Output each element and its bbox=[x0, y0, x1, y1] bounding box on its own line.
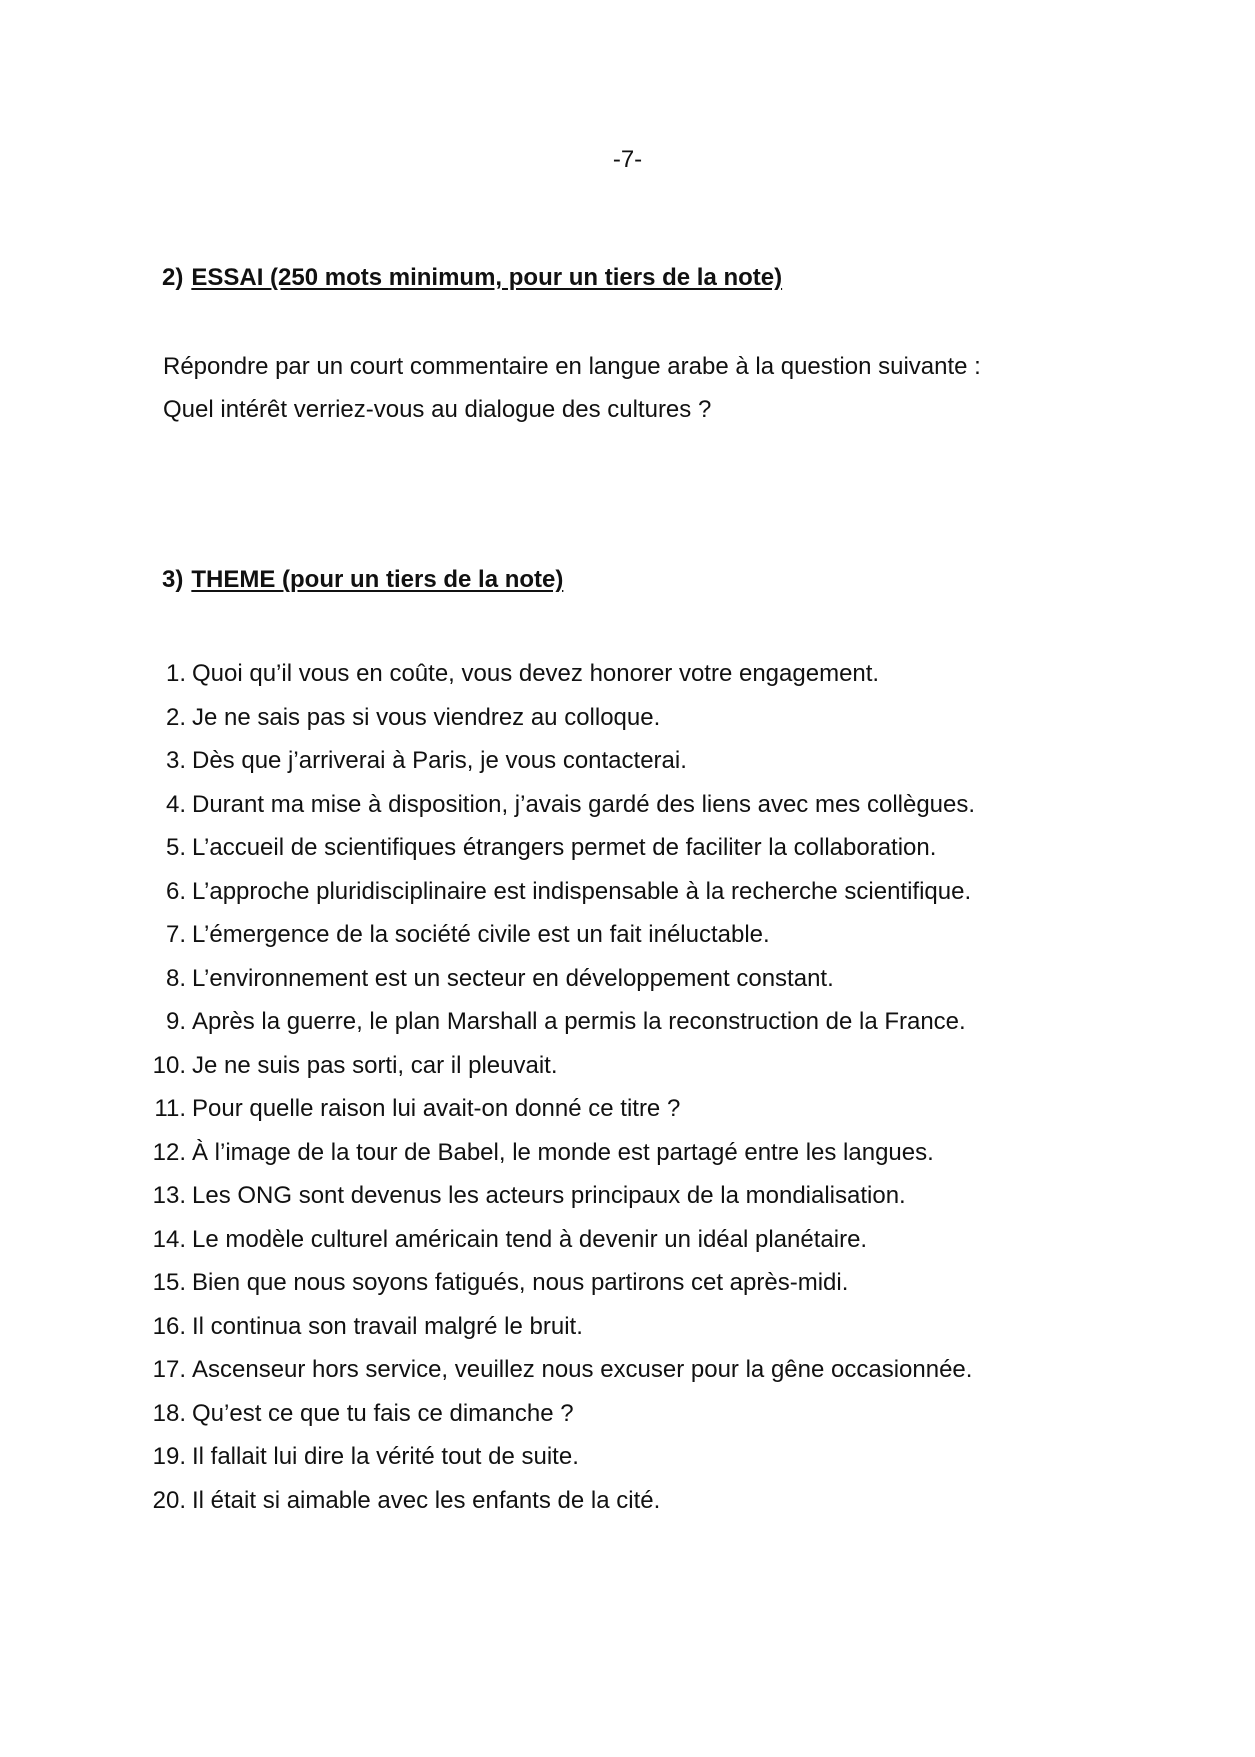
list-item bbox=[0, 957, 834, 1001]
item-number: 16. bbox=[152, 1312, 186, 1340]
item-text: Après la guerre, le plan Marshall a permis la reconstruction de la France. bbox=[192, 1008, 966, 1035]
theme-heading bbox=[162, 566, 563, 594]
item-text: Quoi qu’il vous en coûte, vous devez honorer votre engagement. bbox=[192, 660, 880, 687]
theme-section-title: THEME (pour un tiers de la note) bbox=[191, 566, 564, 593]
list-item bbox=[0, 1174, 906, 1218]
list-item bbox=[0, 1218, 868, 1262]
item-text: Ascenseur hors service, veuillez nous excuser pour la gêne occasionnée. bbox=[192, 1356, 973, 1383]
essai-heading bbox=[162, 264, 782, 292]
list-item bbox=[0, 696, 661, 740]
item-text: L’environnement est un secteur en développement constant. bbox=[192, 964, 834, 992]
list-item bbox=[0, 1000, 966, 1044]
list-item bbox=[0, 739, 687, 783]
item-number: 20. bbox=[152, 1486, 186, 1514]
list-item bbox=[0, 826, 937, 870]
list-item bbox=[0, 1087, 681, 1131]
item-number: 12. bbox=[152, 1138, 186, 1166]
list-item bbox=[0, 913, 770, 957]
item-number: 3. bbox=[165, 747, 186, 774]
item-text: Je ne suis pas sorti, car il pleuvait. bbox=[192, 1051, 558, 1079]
list-item bbox=[0, 1392, 574, 1436]
list-item bbox=[0, 1044, 558, 1088]
item-number: 2. bbox=[165, 703, 186, 731]
item-number: 8. bbox=[165, 964, 186, 992]
item-text: Le modèle culturel américain tend à devenir un idéal planétaire. bbox=[192, 1225, 868, 1253]
page-number: -7- bbox=[612, 146, 643, 173]
item-text: Dès que j’arriverai à Paris, je vous contacterai. bbox=[192, 747, 687, 774]
item-number: 15. bbox=[152, 1269, 186, 1296]
item-text: Il fallait lui dire la vérité tout de suite. bbox=[192, 1443, 579, 1470]
list-item bbox=[0, 1305, 583, 1349]
item-number: 4. bbox=[165, 790, 186, 818]
item-number: 7. bbox=[165, 921, 186, 948]
essai-instruction-line-1: Répondre par un court commentaire en langue arabe à la question suivante : bbox=[163, 353, 981, 380]
item-text: Durant ma mise à disposition, j’avais gardé des liens avec mes collègues. bbox=[192, 790, 976, 818]
essai-question: Quel intérêt verriez-vous au dialogue des cultures ? bbox=[163, 396, 712, 423]
item-text: L’approche pluridisciplinaire est indispensable à la recherche scientifique. bbox=[192, 877, 972, 905]
item-text: Il continua son travail malgré le bruit. bbox=[192, 1312, 583, 1340]
item-text: Pour quelle raison lui avait-on donné ce titre ? bbox=[192, 1095, 681, 1122]
list-item bbox=[0, 783, 976, 827]
list-item bbox=[0, 1348, 973, 1392]
list-item bbox=[0, 1131, 934, 1175]
item-number: 1. bbox=[165, 660, 186, 687]
list-item bbox=[0, 1479, 661, 1523]
item-number: 5. bbox=[165, 834, 186, 861]
item-text: L’émergence de la société civile est un fait inéluctable. bbox=[192, 921, 770, 948]
item-number: 6. bbox=[165, 877, 186, 905]
item-text: Je ne sais pas si vous viendrez au colloque. bbox=[192, 703, 661, 731]
item-text: Bien que nous soyons fatigués, nous partirons cet après-midi. bbox=[192, 1269, 849, 1296]
item-text: À l’image de la tour de Babel, le monde est partagé entre les langues. bbox=[192, 1138, 934, 1166]
essai-section-number: 2) bbox=[162, 264, 184, 291]
item-text: Qu’est ce que tu fais ce dimanche ? bbox=[192, 1399, 574, 1427]
item-number: 10. bbox=[152, 1051, 186, 1079]
list-item bbox=[0, 652, 880, 696]
item-number: 13. bbox=[152, 1182, 186, 1209]
item-number: 9. bbox=[165, 1008, 186, 1035]
item-number: 18. bbox=[152, 1399, 186, 1427]
item-text: L’accueil de scientifiques étrangers permet de faciliter la collaboration. bbox=[192, 834, 937, 861]
item-number: 19. bbox=[152, 1443, 186, 1470]
item-number: 17. bbox=[152, 1356, 186, 1383]
theme-section-number: 3) bbox=[162, 566, 184, 593]
item-text: Il était si aimable avec les enfants de la cité. bbox=[192, 1486, 661, 1514]
item-number: 11. bbox=[154, 1095, 186, 1122]
item-number: 14. bbox=[152, 1225, 186, 1253]
list-item bbox=[0, 1435, 579, 1479]
essai-instruction bbox=[163, 345, 1063, 431]
list-item bbox=[0, 870, 972, 914]
essai-section-title: ESSAI (250 mots minimum, pour un tiers de la note) bbox=[191, 264, 783, 291]
item-text: Les ONG sont devenus les acteurs principaux de la mondialisation. bbox=[192, 1182, 906, 1209]
list-item bbox=[0, 1261, 849, 1305]
theme-sentence-list bbox=[0, 652, 976, 1522]
